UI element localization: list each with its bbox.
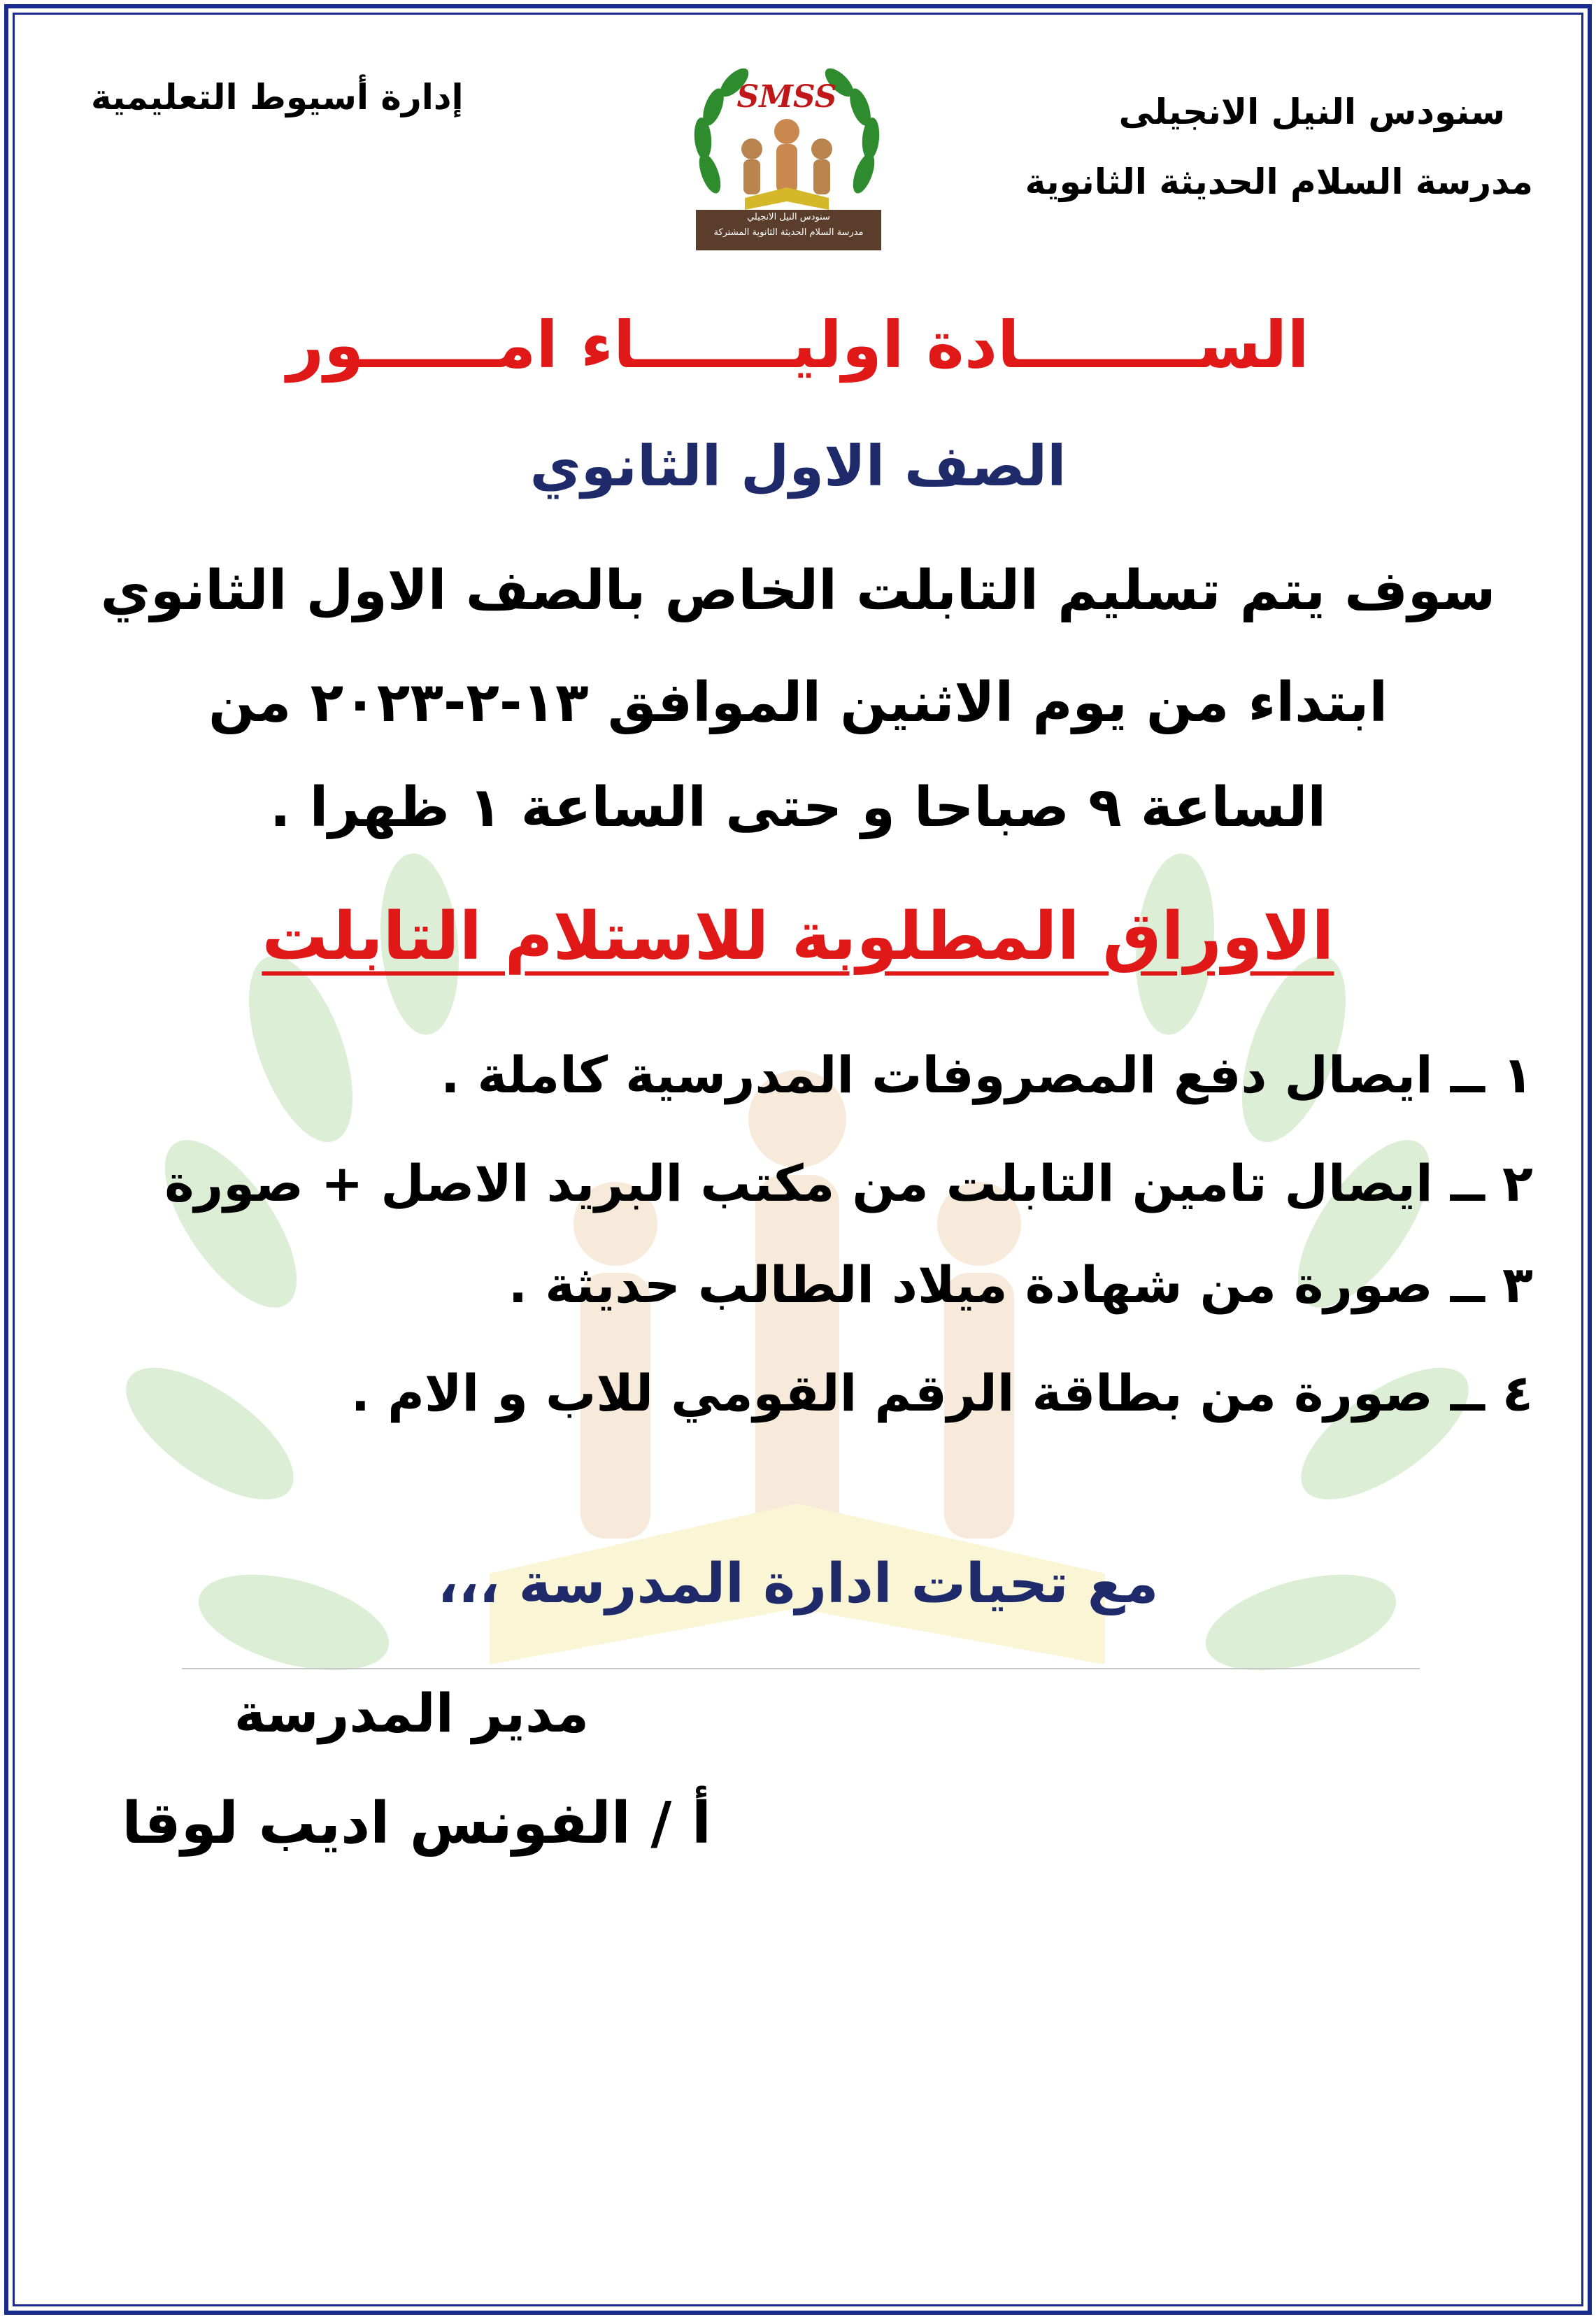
notice-line-1: سوف يتم تسليم التابلت الخاص بالصف الاول الثانوي: [100, 559, 1496, 622]
logo-banner-line2: مدرسة السلام الحديثة الثانوية المشتركة: [713, 227, 864, 238]
required-item-2: ٢ ــ ايصال تامين التابلت من مكتب البريد الاصل + صورة: [164, 1154, 1533, 1213]
svg-text:SMSS: SMSS: [736, 79, 837, 115]
divider: [182, 1668, 1420, 1669]
logo-banner: [696, 210, 881, 250]
logo-banner-line1: سنودس النيل الانجيلي: [747, 212, 830, 222]
signature-title: مدير المدرسة: [234, 1682, 589, 1744]
notice-line-2: ابتداء من يوم الاثنين الموافق ١٣-٢-٢٠٢٣ من: [208, 671, 1388, 734]
required-papers-heading: الاوراق المطلوبة للاستلام التابلت: [262, 899, 1334, 975]
notice-line-3: الساعة ٩ صباحا و حتى الساعة ١ ظهرا .: [269, 776, 1327, 839]
required-item-4: ٤ ــ صورة من بطاقة الرقم القومي للاب و الام .: [350, 1364, 1533, 1422]
grade-heading: الصف الاول الثانوي: [529, 434, 1067, 499]
directorate-name: إدارة أسيوط التعليمية: [91, 77, 464, 117]
synod-name: سنودس النيل الانجيلى: [1118, 92, 1505, 132]
closing-greeting: مع تحيات ادارة المدرسة ،،،: [437, 1553, 1159, 1615]
required-item-1: ١ ــ ايصال دفع المصروفات المدرسية كاملة .: [441, 1046, 1533, 1104]
school-name: مدرسة السلام الحديثة الثانوية: [1025, 162, 1533, 202]
signature-name: أ / الفونس اديب لوقا: [122, 1790, 711, 1857]
header-right-block: [1025, 77, 1533, 217]
notice-title: الســــــــادة اوليـــــــاء امــــــور: [287, 308, 1309, 383]
required-item-3: ٣ ــ صورة من شهادة ميلاد الطالب حديثة .: [508, 1255, 1533, 1314]
